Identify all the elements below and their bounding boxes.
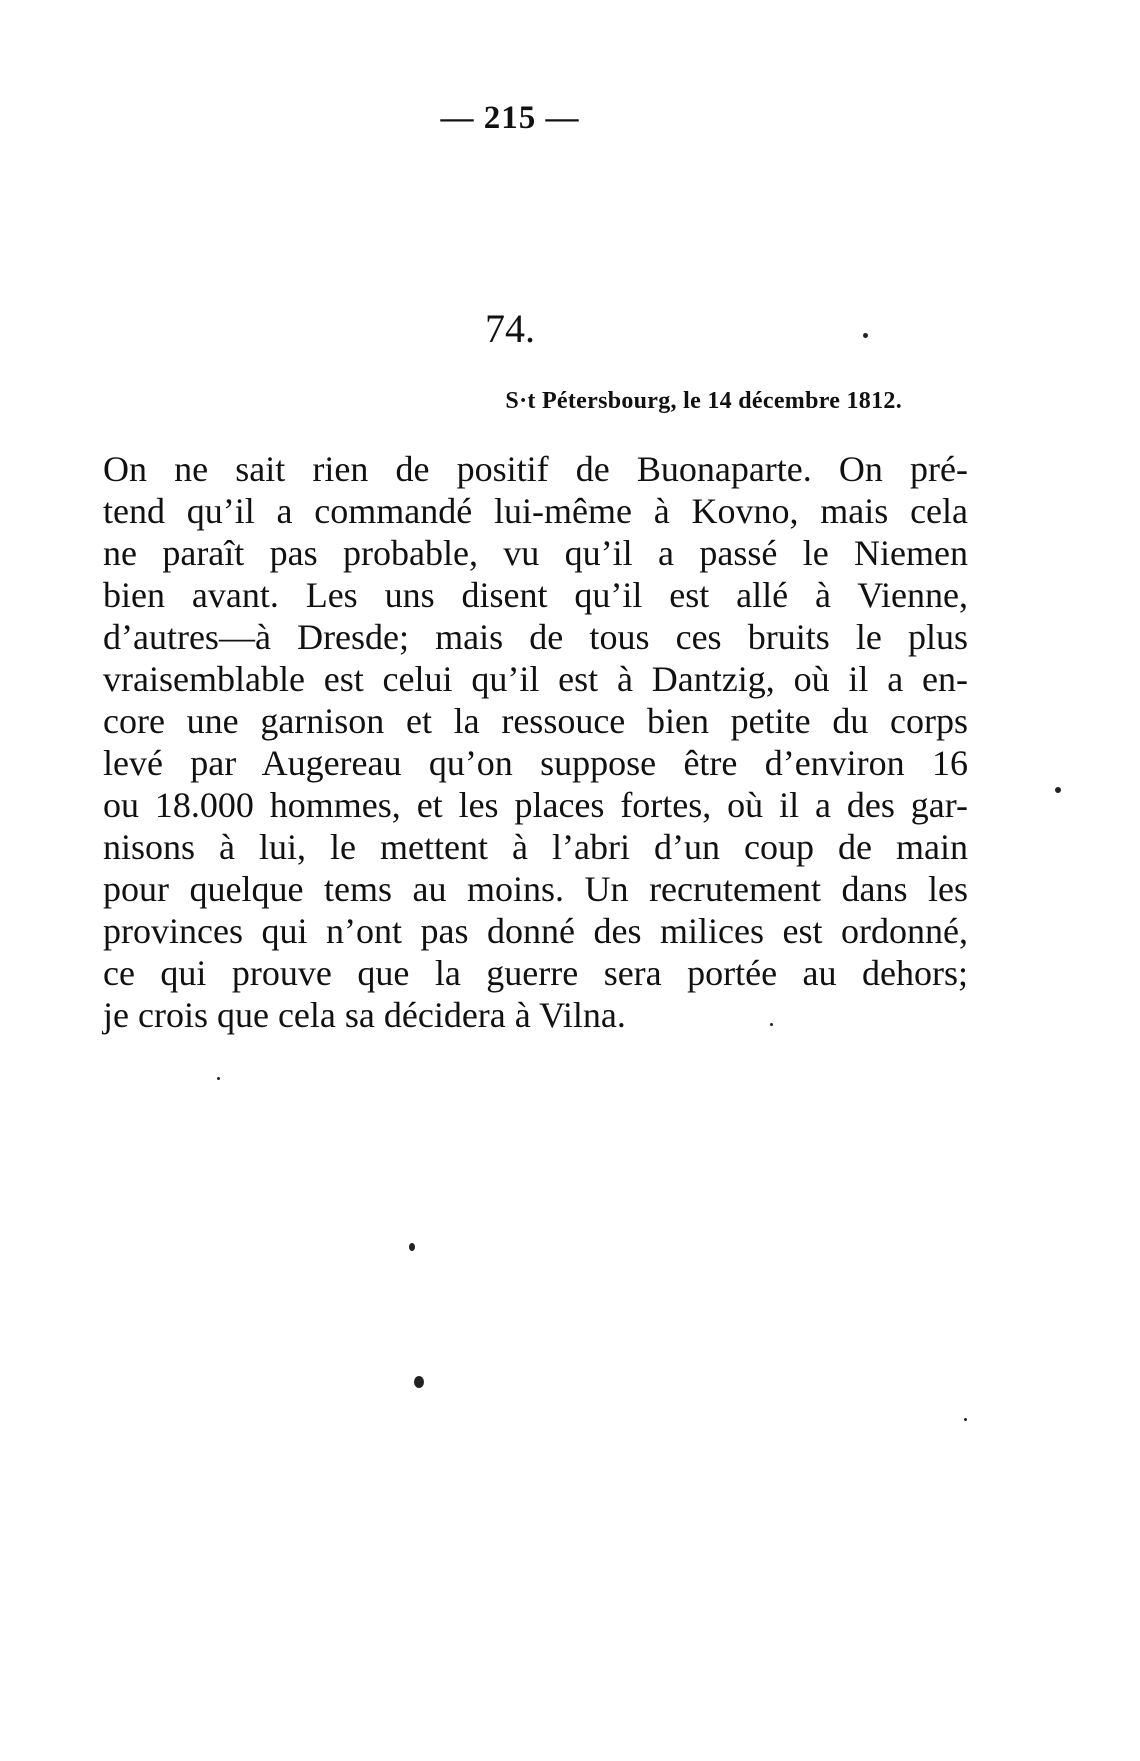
text-line: ou 18.000 hommes, et les places fortes, où il a des gar-	[103, 785, 968, 825]
scan-speck	[409, 1243, 415, 1251]
scan-speck	[217, 1077, 220, 1080]
text-line: provinces qui n’ont pas donné des milices est ordonné,	[103, 911, 968, 951]
scan-speck	[863, 333, 868, 338]
text-line: On ne sait rien de positif de Buonaparte. On pré-	[103, 449, 968, 489]
scan-speck	[964, 1418, 967, 1421]
text-line: core une garnison et la ressouce bien petite du corps	[103, 701, 968, 741]
text-line-last: je crois que cela sa décidera à Vilna.	[103, 995, 626, 1035]
letter-body	[103, 448, 968, 1036]
dateline: S·t Pétersbourg, le 14 décembre 1812.	[505, 388, 902, 414]
text-line: bien avant. Les uns disent qu’il est allé à Vienne,	[103, 575, 968, 615]
text-line: tend qu’il a commandé lui-même à Kovno, mais cela	[103, 491, 968, 531]
text-line: nisons à lui, le mettent à l’abri d’un coup de main	[103, 827, 968, 867]
text-line: d’autres—à Dresde; mais de tous ces bruits le plus	[103, 617, 968, 657]
text-line: vraisemblable est celui qu’il est à Dantzig, où il a en-	[103, 659, 968, 699]
letter-number: 74.	[485, 306, 535, 351]
text-line: pour quelque tems au moins. Un recrutement dans les	[103, 869, 968, 909]
page-number: — 215 —	[440, 100, 580, 136]
scan-speck	[770, 1023, 773, 1026]
text-line: ce qui prouve que la guerre sera portée au dehors;	[103, 953, 968, 993]
text-line: ne paraît pas probable, vu qu’il a passé le Niemen	[103, 533, 968, 573]
scan-speck	[1055, 787, 1061, 793]
text-line: levé par Augereau qu’on suppose être d’environ 16	[103, 743, 968, 783]
scan-speck	[414, 1376, 424, 1388]
